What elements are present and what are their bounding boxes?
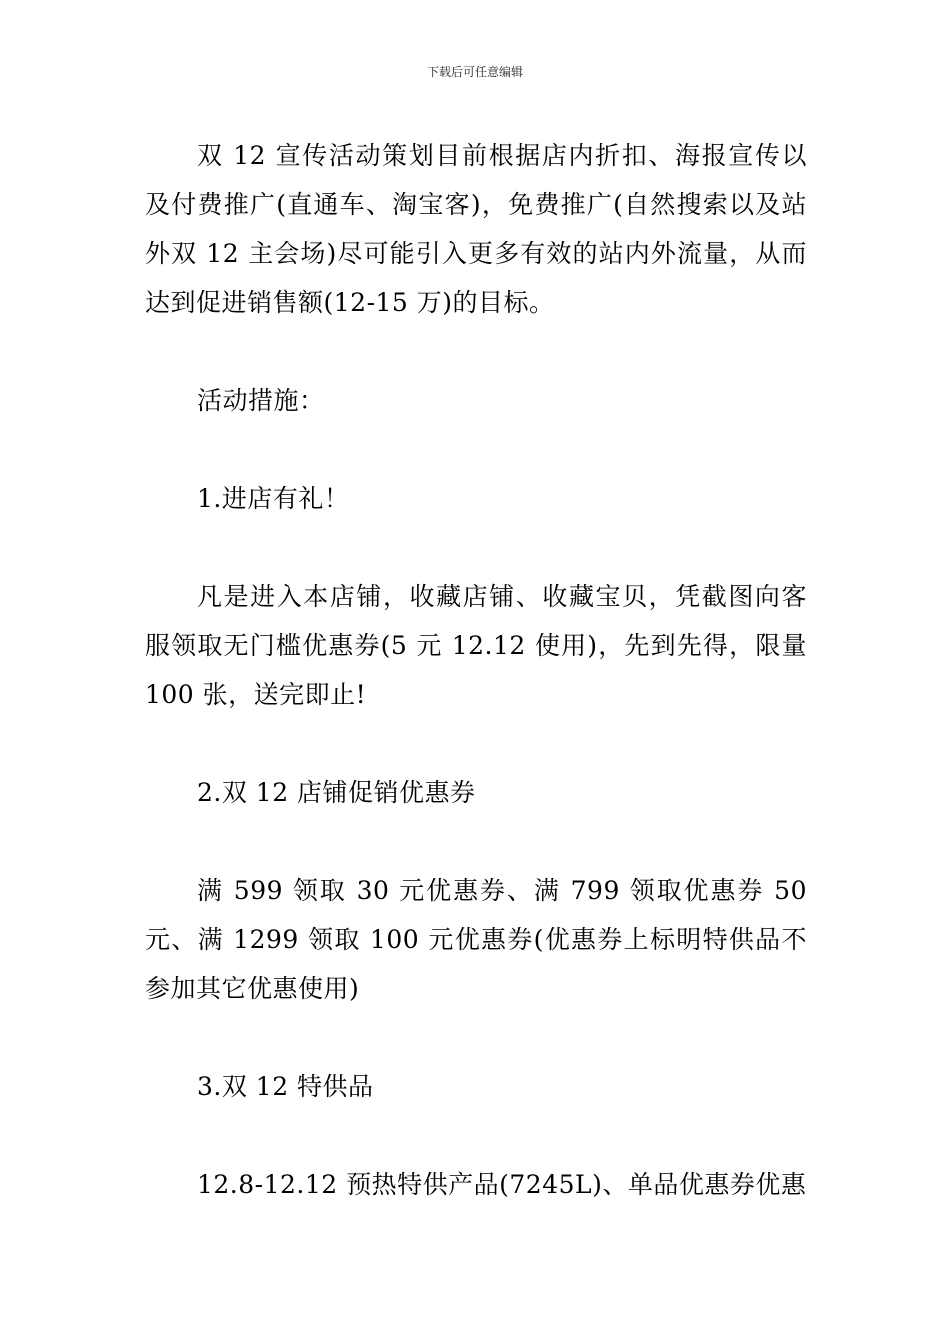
item2-heading: 2.双 12 店铺促销优惠券 (197, 778, 476, 807)
document-body (145, 131, 807, 1209)
item1-text: 凡是进入本店铺，收藏店铺、收藏宝贝，凭截图向客服领取无门槛优惠券(5 元 12.12 使用)，先到先得，限量 100 张，送完即止! (145, 582, 807, 709)
spacer (145, 1111, 807, 1160)
spacer (145, 523, 807, 572)
spacer (145, 327, 807, 376)
spacer (145, 425, 807, 474)
spacer (145, 817, 807, 866)
item3-heading: 3.双 12 特供品 (197, 1072, 374, 1101)
measures-heading: 活动措施： (197, 386, 325, 415)
item2-text: 满 599 领取 30 元优惠券、满 799 领取优惠券 50 元、满 1299 领取 100 元优惠券(优惠券上标明特供品不参加其它优惠使用) (145, 876, 807, 1003)
page-header: 下载后可任意编辑 (426, 65, 523, 79)
item1-heading: 1.进店有礼！ (197, 484, 350, 513)
item3-text: 12.8-12.12 预热特供产品(7245L)、单品优惠券优惠 (197, 1170, 807, 1199)
intro-paragraph: 双 12 宣传活动策划目前根据店内折扣、海报宣传以及付费推广(直通车、淘宝客)，免费推广(自然搜索以及站外双 12 主会场)尽可能引入更多有效的站内外流量，从而达到促进销售额(12-15 万)的目标。 (145, 141, 807, 317)
spacer (145, 1013, 807, 1062)
spacer (145, 719, 807, 768)
